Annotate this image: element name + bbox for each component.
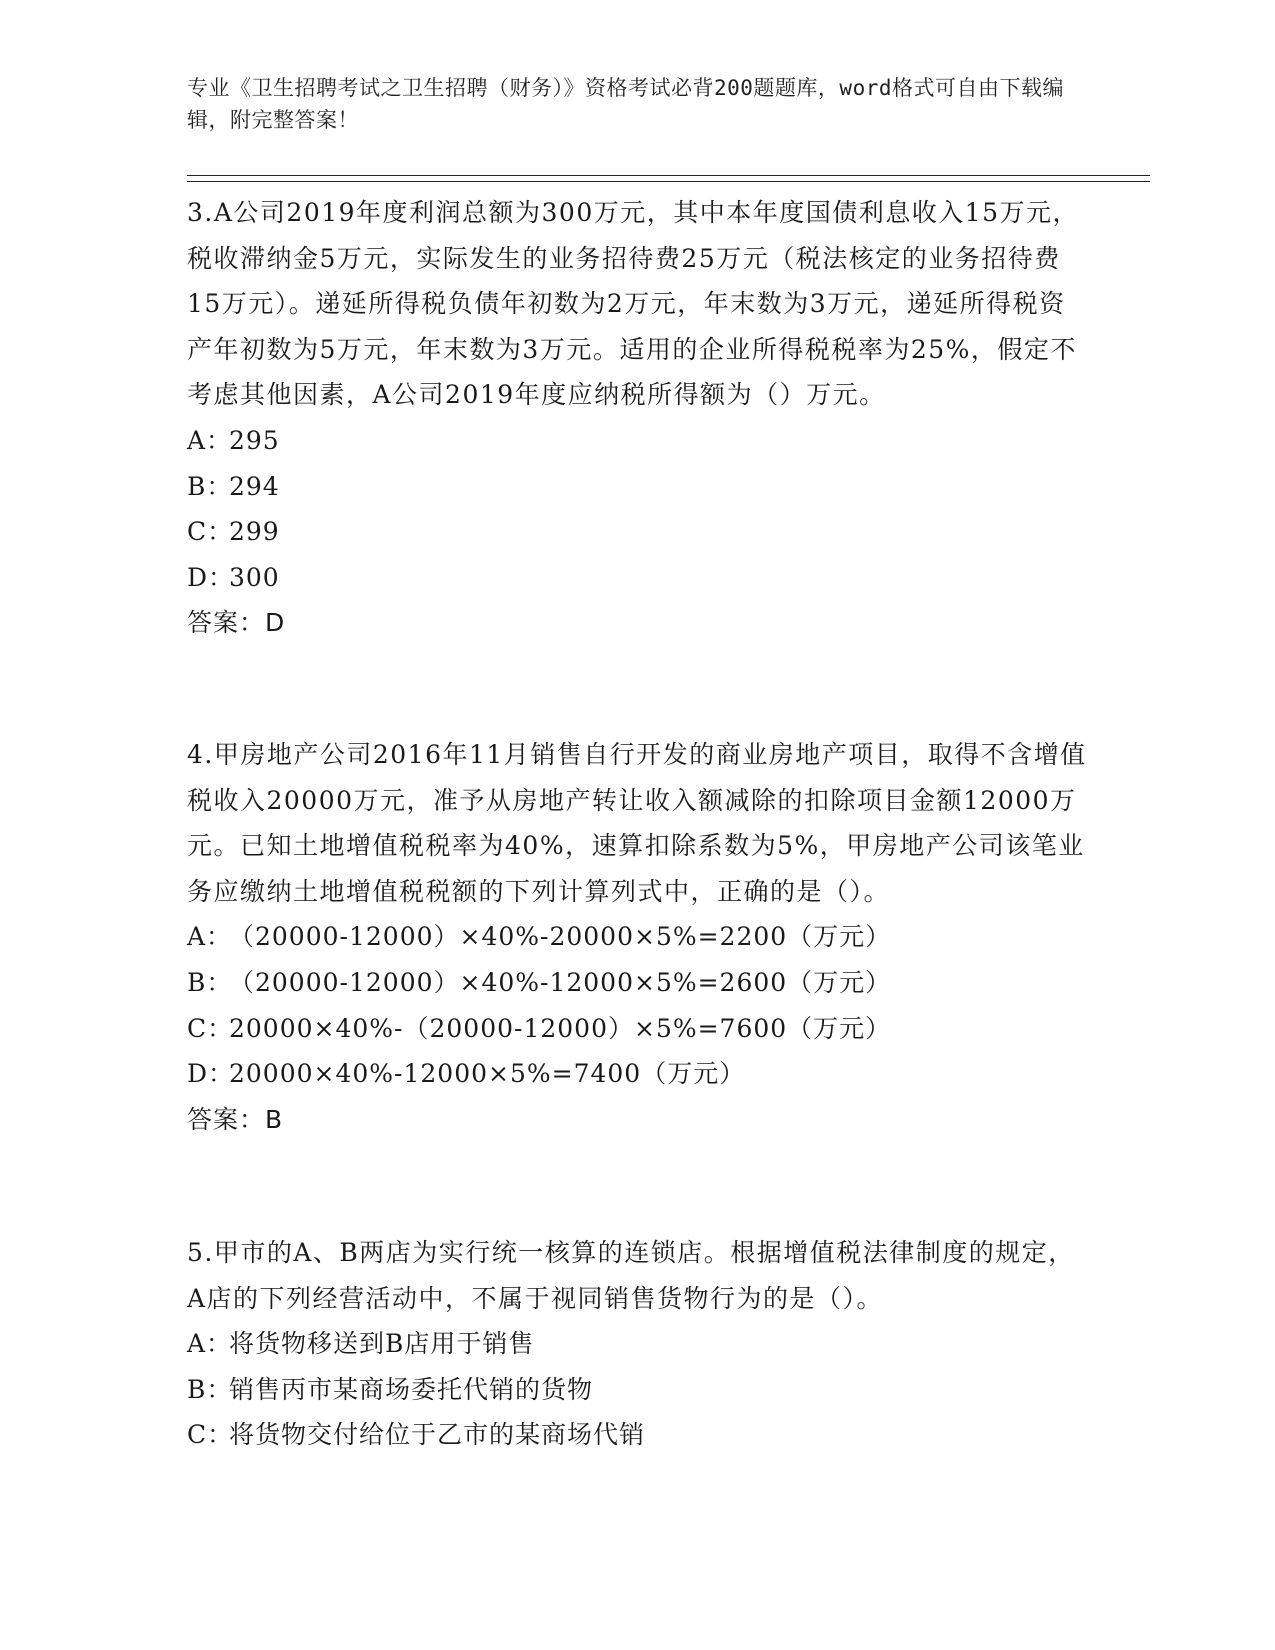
option-b — [187, 1367, 1087, 1413]
option-text: 将货物移送到B店用于销售 — [229, 1329, 535, 1359]
option-text: 295 — [229, 425, 280, 455]
answer: 答案：D — [187, 608, 286, 638]
question-5 — [187, 1230, 1087, 1458]
option-text: （20000-12000）×40%-20000×5%=2200（万元） — [229, 922, 892, 952]
option-b — [187, 960, 1087, 1006]
option-key: C： — [187, 517, 234, 547]
question-stem: 5.甲市的A、B两店为实行统一核算的连锁店。根据增值税法律制度的规定，A店的下列经营活动中，不属于视同销售货物行为的是（）。 — [187, 1238, 1075, 1313]
option-text: 300 — [229, 562, 280, 592]
option-key: D： — [187, 562, 235, 592]
option-c — [187, 1006, 1087, 1052]
option-text: （20000-12000）×40%-12000×5%=2600（万元） — [229, 967, 892, 997]
option-key: D： — [187, 1059, 235, 1089]
option-a — [187, 418, 1087, 464]
option-key: B： — [187, 967, 233, 997]
header-divider-bottom — [187, 181, 1150, 182]
option-c — [187, 1412, 1087, 1458]
option-d — [187, 555, 1087, 601]
option-text: 294 — [229, 471, 280, 501]
option-c — [187, 509, 1087, 555]
question-3 — [187, 190, 1087, 646]
option-key: B： — [187, 1374, 233, 1404]
option-d — [187, 1051, 1087, 1097]
option-a — [187, 914, 1087, 960]
option-text: 20000×40%-（20000-12000）×5%=7600（万元） — [229, 1013, 892, 1043]
question-4 — [187, 732, 1087, 1142]
option-key: A： — [187, 425, 233, 455]
question-stem: 3.A公司2019年度利润总额为300万元，其中本年度国债利息收入15万元，税收滞纳金5万元，实际发生的业务招待费25万元（税法核定的业务招待费15万元）。递延所得税负债年初数为2万元，年末数为3万元，递延所得税资产年初数为5万元，年末数为3万元。适用的企业所得税税率为25%，假定不考虑其他因素，A公司2019年度应纳税所得额为（）万元。 — [187, 198, 1080, 410]
option-b — [187, 464, 1087, 510]
option-text: 将货物交付给位于乙市的某商场代销 — [229, 1420, 646, 1450]
header-divider-top — [187, 175, 1150, 176]
option-text: 20000×40%-12000×5%=7400（万元） — [229, 1059, 746, 1089]
option-key: C： — [187, 1420, 234, 1450]
question-stem: 4.甲房地产公司2016年11月销售自行开发的商业房地产项目，取得不含增值税收入20000万元，准予从房地产转让收入额减除的扣除项目金额12000万元。已知土地增值税税率为40%，速算扣除系数为5%，甲房地产公司该笔业务应缴纳土地增值税税额的下列计算列式中，正确的是（）。 — [187, 740, 1087, 906]
option-key: A： — [187, 922, 233, 952]
option-text: 销售丙市某商场委托代销的货物 — [229, 1374, 594, 1404]
option-text: 299 — [229, 517, 280, 547]
option-a — [187, 1321, 1087, 1367]
document-header: 专业《卫生招聘考试之卫生招聘（财务）》资格考试必背200题题库，word格式可自由下载编辑，附完整答案！ — [187, 76, 1064, 132]
option-key: B： — [187, 471, 233, 501]
option-key: A： — [187, 1329, 233, 1359]
option-key: C： — [187, 1013, 234, 1043]
answer: 答案：B — [187, 1104, 284, 1134]
